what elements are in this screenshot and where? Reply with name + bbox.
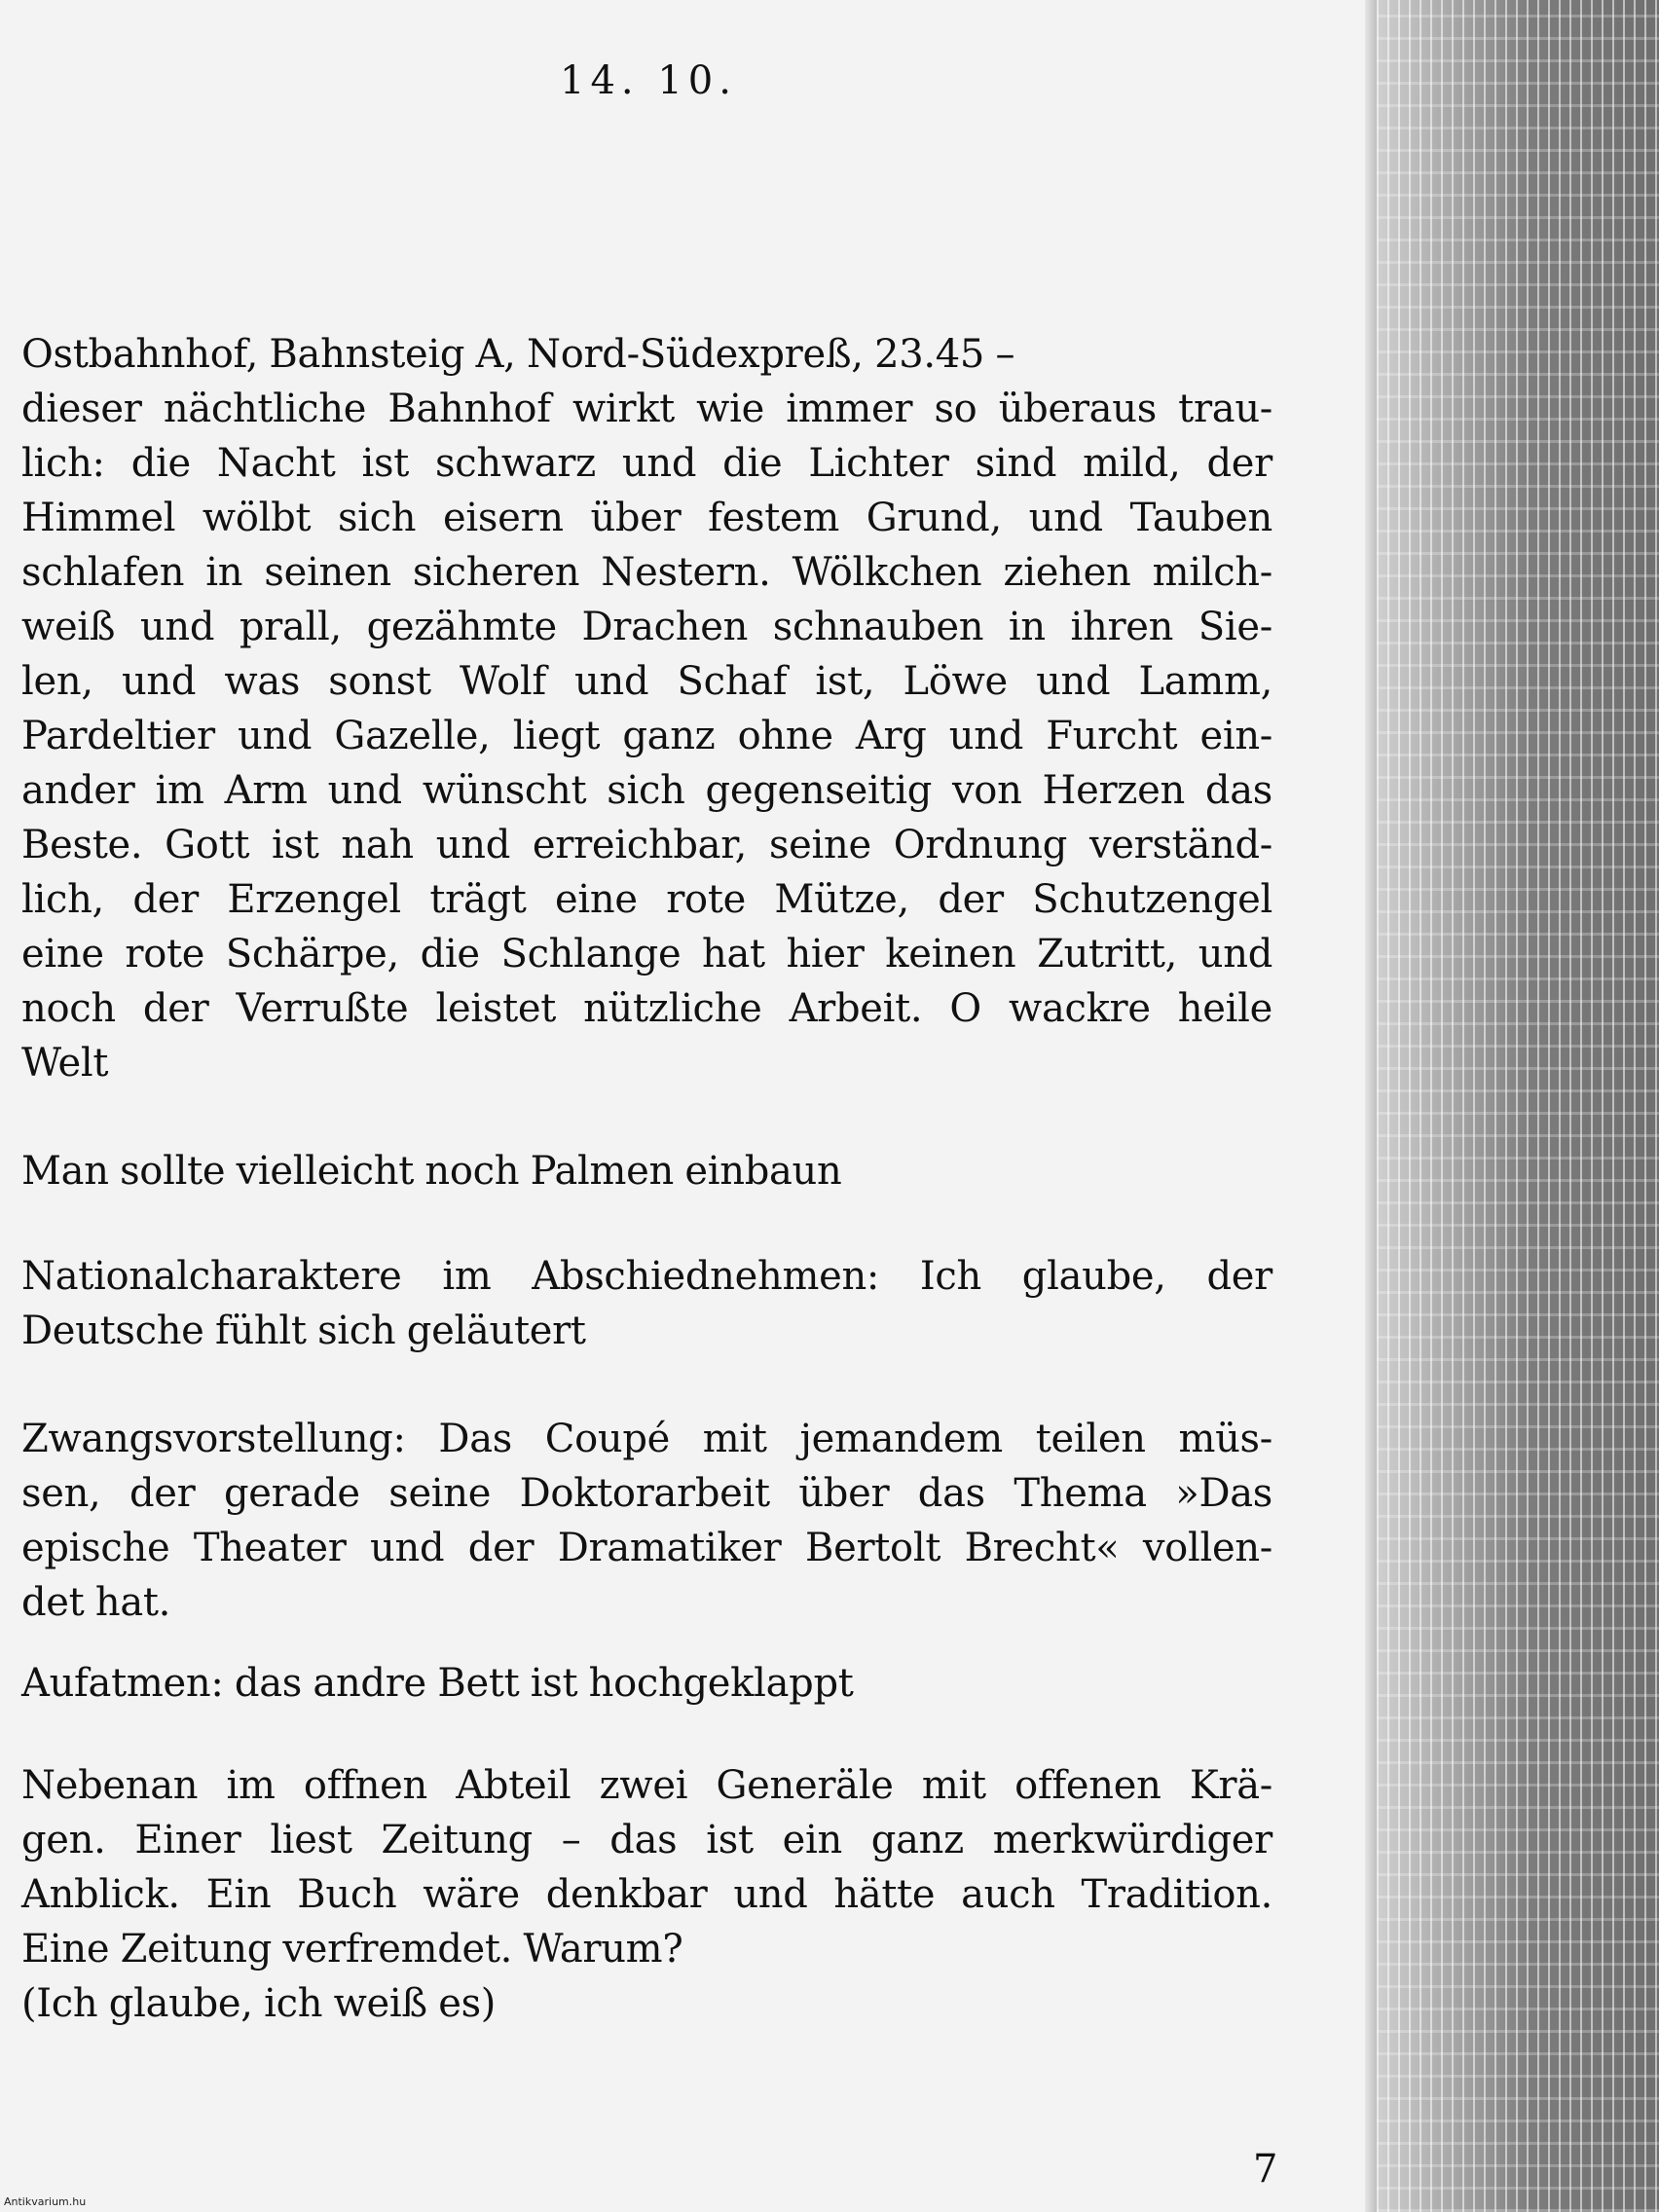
text-line: gen. Einer liest Zeitung – das ist ein ganz merkwürdiger: [21, 1818, 1272, 1862]
text-line: Nationalcharaktere im Abschiednehmen: Ich glaube, der: [21, 1254, 1272, 1299]
text-line: eine rote Schärpe, die Schlange hat hier keinen Zutritt, und: [21, 932, 1272, 977]
watermark-text: Antikvarium.hu: [4, 2195, 87, 2208]
paragraph-zwangsvorstellung: [21, 1412, 1272, 1630]
text-line: Pardeltier und Gazelle, liegt ganz ohne Arg und Furcht ein-: [21, 714, 1272, 758]
page-number: 7: [1253, 2147, 1278, 2192]
text-line: ander im Arm und wünscht sich gegenseitig von Herzen das: [21, 768, 1272, 813]
text-line: sen, der gerade seine Doktorarbeit über das Thema »Das: [21, 1471, 1272, 1516]
text-line: Welt: [21, 1041, 109, 1086]
paragraph-generaele: [21, 1758, 1272, 2031]
text-line: Aufatmen: das andre Bett ist hochgeklappt: [21, 1661, 854, 1706]
text-line: lich, der Erzengel trägt eine rote Mütze, der Schutzengel: [21, 877, 1272, 922]
text-line: epische Theater und der Dramatiker Bertolt Brecht« vollen-: [21, 1526, 1272, 1570]
text-line: len, und was sonst Wolf und Schaf ist, Löwe und Lamm,: [21, 659, 1272, 704]
text-line: Man sollte vielleicht noch Palmen einbaun: [21, 1149, 842, 1194]
text-line: Beste. Gott ist nah und erreichbar, seine Ordnung verständ-: [21, 823, 1272, 867]
text-line: Nebenan im offnen Abteil zwei Generäle mit offenen Krä-: [21, 1763, 1272, 1808]
text-line: noch der Verrußte leistet nützliche Arbeit. O wackre heile: [21, 986, 1272, 1031]
text-line: dieser nächtliche Bahnhof wirkt wie immer so überaus trau-: [21, 387, 1272, 431]
paragraph-station-description: [21, 327, 1272, 1090]
page-edge: [1365, 0, 1377, 2212]
text-line: lich: die Nacht ist schwarz und die Lichter sind mild, der: [21, 441, 1272, 486]
text-line: Eine Zeitung verfremdet. Warum?: [21, 1927, 683, 1972]
wood-surface: [1377, 0, 1659, 2212]
paragraph-nationalcharaktere: [21, 1249, 1272, 1358]
text-line: schlafen in seinen sicheren Nestern. Wölkchen ziehen milch-: [21, 550, 1272, 595]
text-line: Anblick. Ein Buch wäre denkbar und hätte auch Tradition.: [21, 1872, 1272, 1917]
paragraph-aufatmen: [21, 1656, 1272, 1711]
text-line: (Ich glaube, ich weiß es): [21, 1981, 497, 2026]
text-line: Ostbahnhof, Bahnsteig A, Nord-Südexpreß, 23.45 –: [21, 332, 1015, 377]
paragraph-palmen: [21, 1144, 1272, 1198]
text-line: Zwangsvorstellung: Das Coupé mit jemandem teilen müs-: [21, 1417, 1272, 1461]
text-line: Himmel wölbt sich eisern über festem Grund, und Tauben: [21, 496, 1272, 540]
date-heading: 14. 10.: [560, 58, 737, 103]
text-line: det hat.: [21, 1580, 171, 1625]
text-line: Deutsche fühlt sich geläutert: [21, 1309, 586, 1353]
text-line: weiß und prall, gezähmte Drachen schnauben in ihren Sie-: [21, 605, 1272, 649]
